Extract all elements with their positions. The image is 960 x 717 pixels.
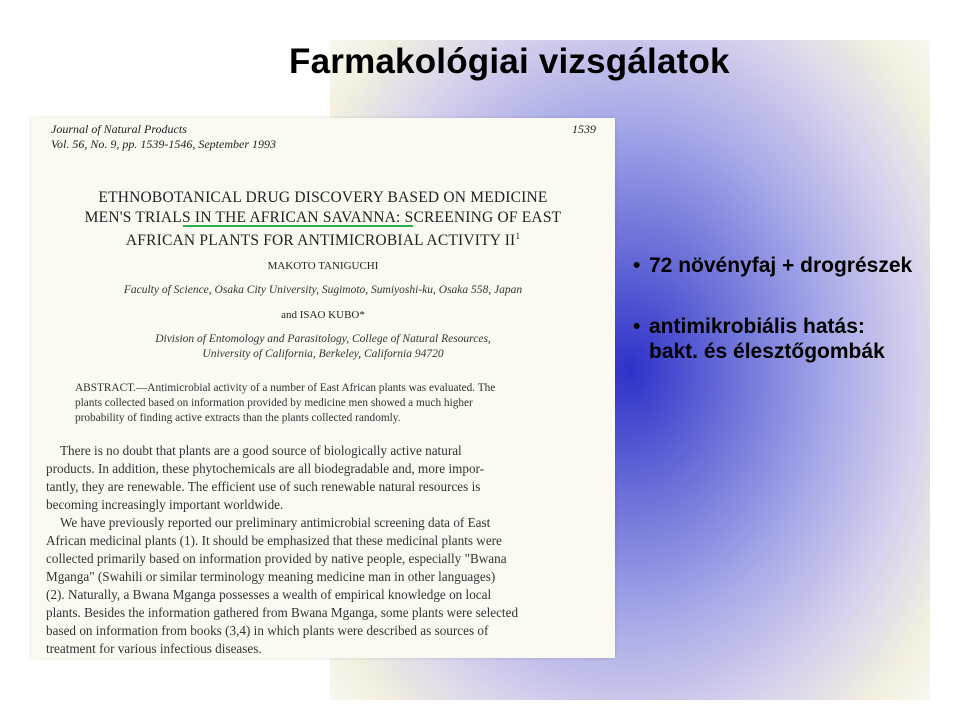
abstract-line: plants collected based on information provided by medicine men showed a much higher xyxy=(75,397,473,409)
body-line: We have previously reported our preliminary antimicrobial screening data of East xyxy=(60,515,491,530)
abstract-line: probability of finding active extracts than the plants collected randomly. xyxy=(75,412,401,424)
body-line: collected primarily based on information provided by native people, especially "Bwana xyxy=(46,551,507,566)
body-line: Mganga" (Swahili or similar terminology meaning medicine man in other languages) xyxy=(46,569,496,584)
article-title xyxy=(31,188,615,251)
body-line: African medicinal plants (1). It should be emphasized that these medicinal plants were xyxy=(46,533,502,548)
bullet-text: 72 növényfaj + drogrészek xyxy=(649,254,913,277)
bullet-continuation: bakt. és élesztőgombák xyxy=(649,340,885,363)
bullet-item xyxy=(633,253,912,278)
bullet-text: antimikrobiális hatás: xyxy=(649,315,865,338)
body-line: There is no doubt that plants are a good source of biologically active natural xyxy=(60,443,462,458)
page-number: 1539 xyxy=(572,122,596,136)
body-line: (2). Naturally, a Bwana Mganga possesses a wealth of empirical knowledge on local xyxy=(46,587,492,602)
abstract-line: ABSTRACT.—Antimicrobial activity of a number of East African plants was evaluated. The xyxy=(75,382,496,394)
body-text xyxy=(46,442,598,658)
highlight-underline xyxy=(183,225,413,227)
affiliation-line: Faculty of Science, Osaka City University, Sugimoto, Sumiyoshi-ku, Osaka 558, Japan xyxy=(123,284,523,296)
journal-name: Journal of Natural Products xyxy=(51,122,187,136)
journal-volume: Vol. 56, No. 9, pp. 1539-1546, September 1993 xyxy=(51,137,276,151)
affiliation-1 xyxy=(31,283,615,298)
paper-scan xyxy=(31,118,615,658)
body-line: based on information from books (3,4) in which plants were described as sources of xyxy=(46,623,489,638)
affiliation-2 xyxy=(31,332,615,362)
slide-title: Farmakológiai vizsgálatok xyxy=(289,42,730,81)
journal-citation xyxy=(51,122,276,152)
bullet-dot-icon: • xyxy=(633,315,641,338)
article-title-line: ETHNOBOTANICAL DRUG DISCOVERY BASED ON MEDICINE xyxy=(98,189,548,206)
body-line: treatment for various infectious diseases. xyxy=(46,641,262,656)
abstract xyxy=(75,381,575,426)
title-footnote: 1 xyxy=(515,231,521,241)
body-line: products. In addition, these phytochemicals are all biodegradable and, more impor- xyxy=(46,461,485,476)
author-2: and ISAO KUBO* xyxy=(281,309,365,321)
body-line: plants. Besides the information gathered from Bwana Mganga, some plants were selected xyxy=(46,605,519,620)
author-1: MAKOTO TANIGUCHI xyxy=(267,260,379,272)
article-title-line xyxy=(31,227,615,251)
article-title-text: AFRICAN PLANTS FOR ANTIMICROBIAL ACTIVITY II xyxy=(125,232,516,250)
bullet-dot-icon: • xyxy=(633,254,641,277)
affiliation-line: Division of Entomology and Parasitology, College of Natural Resources, xyxy=(155,333,491,345)
body-line: becoming increasingly important worldwide. xyxy=(46,497,284,512)
body-line: tantly, they are renewable. The efficient use of such renewable natural resources is xyxy=(46,479,481,494)
bullet-item xyxy=(633,314,885,364)
affiliation-line: University of California, Berkeley, California 94720 xyxy=(202,348,444,360)
article-title-line: MEN'S TRIALS IN THE AFRICAN SAVANNA: SCREENING OF EAST xyxy=(84,208,562,226)
